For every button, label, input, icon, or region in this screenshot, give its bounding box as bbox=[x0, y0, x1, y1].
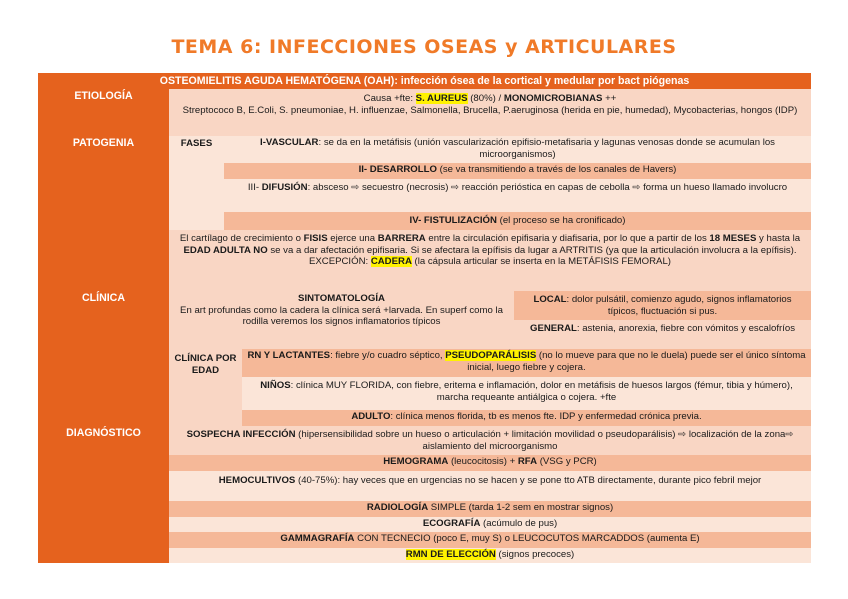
diag-gammagrafia: GAMMAGRAFÍA CON TECNECIO (poco E, muy S) o LEUCOCUTOS MARCADDOS (aumenta E) bbox=[169, 532, 811, 548]
fase-fistulizacion: IV- FISTULIZACIÓN (el proceso se ha cronificado) bbox=[224, 212, 811, 230]
section-patogenia: PATOGENIA bbox=[38, 136, 169, 291]
fase-difusion: III- DIFUSIÓN: absceso ⇨ secuestro (necrosis) ⇨ reacción perióstica en capas de cebolla ⇨ forma un hueso llamado involucro bbox=[224, 179, 811, 212]
fase-vascular: I-VASCULAR: se da en la metáfisis (unión vascularización epifisio-metafisaria y lagunas venosas donde se acumulan los microorganismos) bbox=[224, 136, 811, 163]
fases-label: FASES bbox=[169, 136, 224, 230]
clinica-general: GENERAL: astenia, anorexia, fiebre con vómitos y escalofríos bbox=[514, 320, 811, 349]
fisis-paragraph: El cartílago de crecimiento o FISIS ejerce una BARRERA entre la circulación epifisaria y diafisaria, por lo que a partir de los 18 MESES y hasta la EDAD ADULTA NO se va a dar afectación epifisaria. Si se afectara la epífisis da lugar a ARTRITIS (ya que la articulación involucra a la epífisis). EXCEPCIÓN: CADERA (la cápsula articular se inserta en la METÁFISIS FEMORAL) bbox=[169, 230, 811, 291]
diag-rmn: RMN DE ELECCIÓN (signos precoces) bbox=[169, 548, 811, 563]
etiologia-line-2: Streptococo B, E.Coli, S. pneumoniae, H. influenzae, Salmonella, Brucella, P.aeruginosa (herida en pie, humedad), Mycobacterias, hongos (IDP) bbox=[182, 104, 798, 116]
fase-desarrollo: II- DESARROLLO (se va transmitiendo a través de los canales de Havers) bbox=[224, 163, 811, 179]
diag-sospecha: SOSPECHA INFECCIÓN (hipersensibilidad sobre un hueso o articulación + limitación movilidad o pseudoparálisis) ⇨ localización de la zona⇨ aislamiento del microorganismo bbox=[169, 426, 811, 455]
diag-hemograma: HEMOGRAMA (leucocitosis) + RFA (VSG y PCR) bbox=[169, 455, 811, 471]
etiologia-cell bbox=[169, 89, 811, 136]
sintomatologia-title: SINTOMATOLOGÍA bbox=[298, 293, 385, 304]
clinica-adulto: ADULTO: clínica menos florida, tb es menos fte. IDP y enfermedad crónica previa. bbox=[242, 410, 811, 426]
section-diagnostico: DIAGNÓSTICO bbox=[38, 426, 169, 563]
page-title: TEMA 6: INFECCIONES OSEAS y ARTICULARES bbox=[171, 36, 677, 58]
sintomatologia-cell bbox=[169, 291, 514, 349]
diag-hemocultivos: HEMOCULTIVOS (40-75%): hay veces que en urgencias no se hacen y se pone tto ATB directamente, durante pico febril mejor bbox=[169, 471, 811, 501]
etiologia-line-1: Causa +fte: S. AUREUS (80%) / MONOMICROBIANAS ++ bbox=[363, 93, 617, 104]
clinica-rn-lactantes: RN Y LACTANTES: fiebre y/o cuadro séptico, PSEUDOPARÁLISIS (no lo mueve para que no le duela) puede ser el único síntoma inicial, luego fiebre y cojera. bbox=[242, 349, 811, 377]
section-clinica: CLÍNICA bbox=[38, 291, 169, 426]
clinica-local: LOCAL: dolor pulsátil, comienzo agudo, signos inflamatorios típicos, fluctuación si pus. bbox=[514, 291, 811, 320]
clinica-por-edad-label: CLÍNICA POR EDAD bbox=[169, 349, 242, 426]
table-header: OSTEOMIELITIS AGUDA HEMATÓGENA (OAH): infección ósea de la cortical y medular por bact piógenas bbox=[38, 73, 811, 89]
diag-ecografia: ECOGRAFÍA (acúmulo de pus) bbox=[169, 517, 811, 532]
diag-radiologia: RADIOLOGÍA SIMPLE (tarda 1-2 sem en mostrar signos) bbox=[169, 501, 811, 517]
clinica-ninos: NIÑOS: clínica MUY FLORIDA, con fiebre, eritema e inflamación, dolor en metáfisis de huesos largos (fémur, tibia y húmero), marcha requeante antiálgica o cojera. +fte bbox=[242, 377, 811, 410]
sintomatologia-text: En art profundas como la cadera la clínica será +larvada. En superf como la rodilla veremos los signos inflamatorios típicos bbox=[180, 304, 503, 327]
section-etiologia: ETIOLOGÍA bbox=[38, 89, 169, 136]
